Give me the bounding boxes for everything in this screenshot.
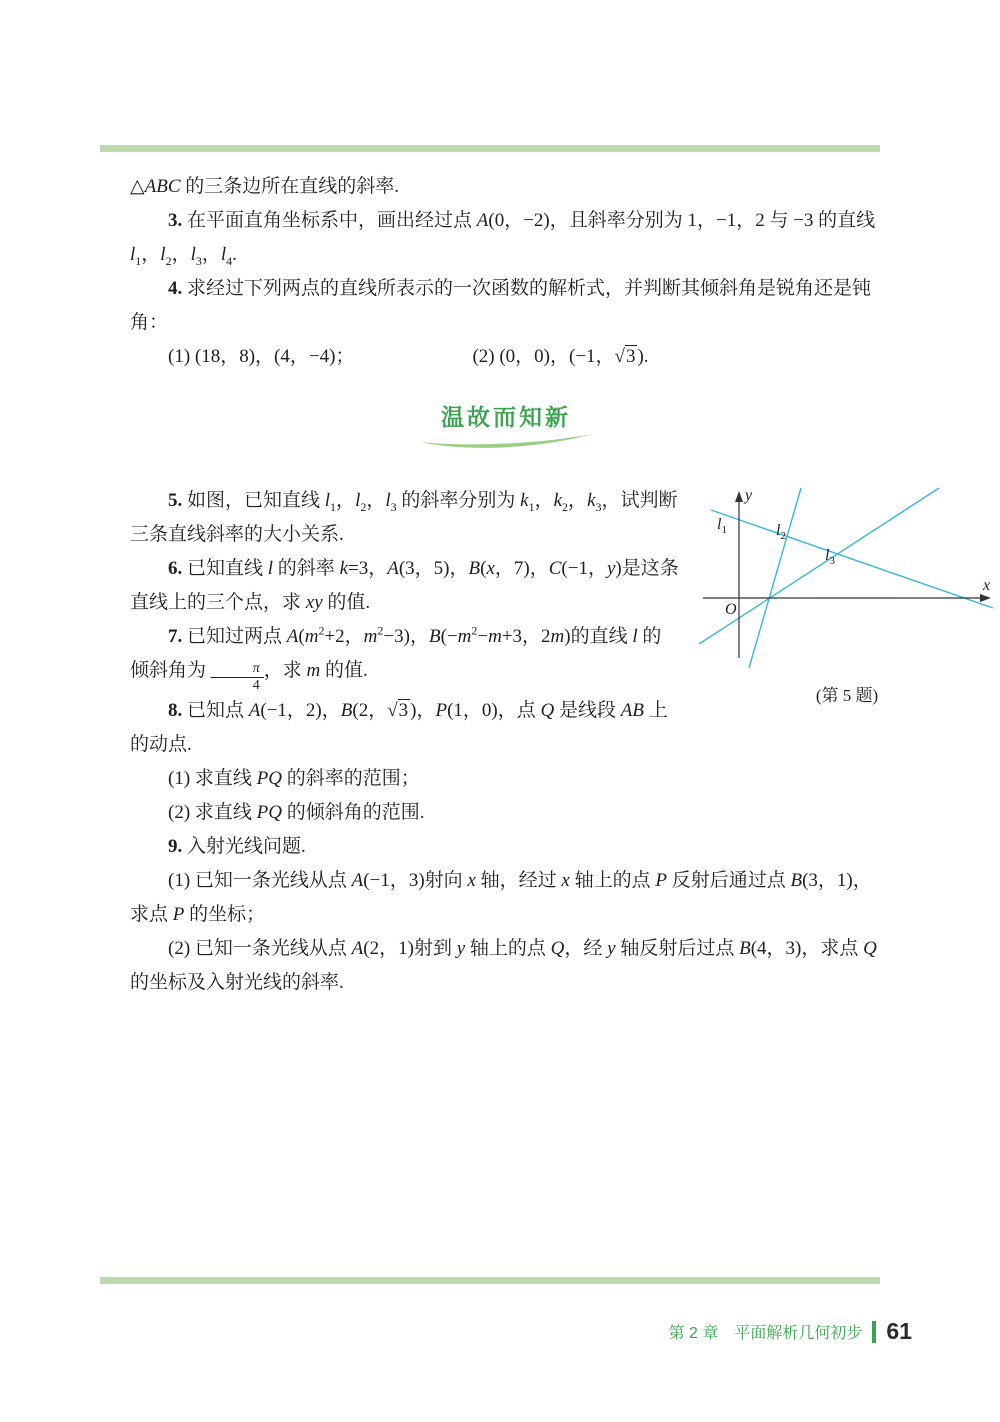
problem5-figure	[697, 486, 997, 713]
x-axis-label: x	[983, 577, 991, 594]
paragraph: 5. 如图，已知直线 $l_1$，$l_2$，$l_3$ 的斜率分别为 $k_1$，$k_2$，$k_3$，试判断三条直线斜率的大小关系.	[130, 490, 678, 545]
paragraph: (1) 已知一条光线从点 A(−1，3)射向 x 轴，经过 x 轴上的点 P 反射后通过点 B(3，1)，求点 P 的坐标；	[130, 870, 872, 926]
section-title: 温故而知新	[441, 404, 571, 430]
paragraph: 7. 已知过两点 $A(m^2+2$，$m^2-3$)，$B(-m^2-m+3$，2m)的直线 l 的倾斜角为 $\frac{\pi}{4}$ ，求 m 的值.	[130, 623, 662, 693]
y-axis-label: y	[745, 487, 753, 504]
paragraph: 8. 已知点 A(−1，2)，B(2，√3 )，P(1，0)，点 Q 是线段 AB 上的动点.	[130, 700, 668, 756]
paragraph: △ABC 的三条边所在直线的斜率.	[130, 176, 400, 197]
l2-label: $l_2$	[776, 522, 786, 543]
paragraph: 4. 求经过下列两点的直线所表示的一次函数的解析式，并判断其倾斜角是锐角还是钝角：	[130, 278, 872, 333]
x-axis-arrow	[980, 594, 991, 602]
l1-label: $l_1$	[717, 516, 727, 537]
line-l2	[749, 488, 801, 668]
exercise-paragraphs-bottom	[130, 484, 991, 1000]
coordinate-plane	[697, 486, 997, 671]
paragraph: 6. 已知直线 l 的斜率 k=3，A(3，5)，B(x，7)，C(−1，y)是这条直线上的三个点，求 xy 的值.	[130, 558, 679, 613]
footer-divider	[872, 1321, 876, 1343]
paragraph: (2) 已知一条光线从点 A(2，1)射到 y 轴上的点 Q，经 y 轴反射后过点 B(4，3)，求点 Q 的坐标及入射光线的斜率.	[130, 938, 877, 994]
y-axis-arrow	[735, 491, 743, 502]
line-l3	[699, 488, 939, 644]
paragraph: (1) 求直线 PQ 的斜率的范围；	[168, 768, 420, 790]
origin-label: O	[725, 601, 737, 618]
chapter-title: 第 2 章 平面解析几何初步	[668, 1325, 863, 1342]
bottom-rule	[100, 1277, 880, 1284]
page-content	[130, 170, 991, 1000]
page-number: 61	[886, 1318, 912, 1344]
paragraph: (1) (18，8)，(4，−4)； (2) (0，0)，(−1，√3 ).	[168, 346, 649, 367]
review-section-header	[130, 400, 882, 450]
top-rule	[100, 145, 880, 152]
paragraph: 3. 在平面直角坐标系中，画出经过点 A(0，−2)，且斜率分别为 1，−1，2 与 −3 的直线 $l_1$，$l_2$，$l_3$，$l_4$.	[130, 210, 876, 268]
l3-label: $l_3$	[825, 547, 835, 568]
line-l1	[711, 510, 993, 608]
coordinate-axes	[697, 486, 997, 671]
page-footer	[669, 1318, 912, 1345]
exercise-paragraphs-top	[130, 170, 882, 374]
figure-caption: (第 5 题)	[815, 686, 879, 705]
paragraph: 9. 入射光线问题.	[168, 836, 306, 858]
paragraph: (2) 求直线 PQ 的倾斜角的范围.	[168, 802, 425, 824]
